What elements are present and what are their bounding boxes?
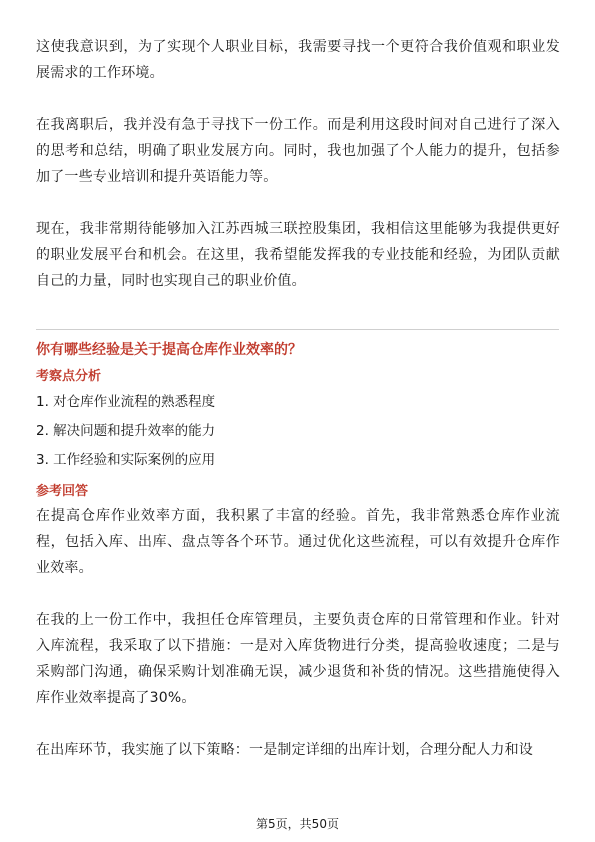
- page-footer: 第5页，共50页: [256, 817, 339, 831]
- intro-paragraph-3: 现在，我非常期待能够加入江苏西城三联控股集团，我相信这里能够为我提供更好的职业发展平台和机会。在这里，我希望能发挥我的专业技能和经验，为团队贡献自己的力量，同时也实现自己的职业价值。: [36, 221, 560, 289]
- intro-paragraph-2: 在我离职后，我并没有急于寻找下一份工作。而是利用这段时间对自己进行了深入的思考和总结，明确了职业发展方向。同时，我也加强了个人能力的提升，包括参加了一些专业培训和提升英语能力等。: [36, 117, 560, 185]
- question-section: [36, 338, 560, 763]
- answer-title: 参考回答: [36, 484, 89, 499]
- answer-paragraph-1: 在提高仓库作业效率方面，我积累了丰富的经验。首先，我非常熟悉仓库作业流程，包括入库、出库、盘点等各个环节。通过优化这些流程，可以有效提升仓库作业效率。: [36, 508, 560, 576]
- answer-paragraph-3: 在出库环节，我实施了以下策略：一是制定详细的出库计划，合理分配人力和设: [36, 742, 533, 758]
- analysis-title: 考察点分析: [36, 369, 102, 384]
- answer-paragraph-2: 在我的上一份工作中，我担任仓库管理员，主要负责仓库的日常管理和作业。针对入库流程，我采取了以下措施：一是对入库货物进行分类，提高验收速度；二是与采购部门沟通，确保采购计划准确无误，减少退货和补货的情况。这些措施使得入库作业效率提高了30%。: [36, 612, 560, 706]
- answer-body: [36, 503, 560, 763]
- question-heading: 你有哪些经验是关于提高仓库作业效率的？: [36, 342, 302, 358]
- analysis-point-3: 3. 工作经验和实际案例的应用: [36, 452, 216, 468]
- intro-paragraph-1: 这使我意识到，为了实现个人职业目标，我需要寻找一个更符合我价值观和职业发展需求的工作环境。: [36, 39, 560, 81]
- section-divider: [36, 329, 559, 330]
- analysis-point-2: 2. 解决问题和提升效率的能力: [36, 423, 216, 439]
- analysis-point-1: 1. 对仓库作业流程的熟悉程度: [36, 394, 216, 410]
- intro-section: [36, 34, 560, 294]
